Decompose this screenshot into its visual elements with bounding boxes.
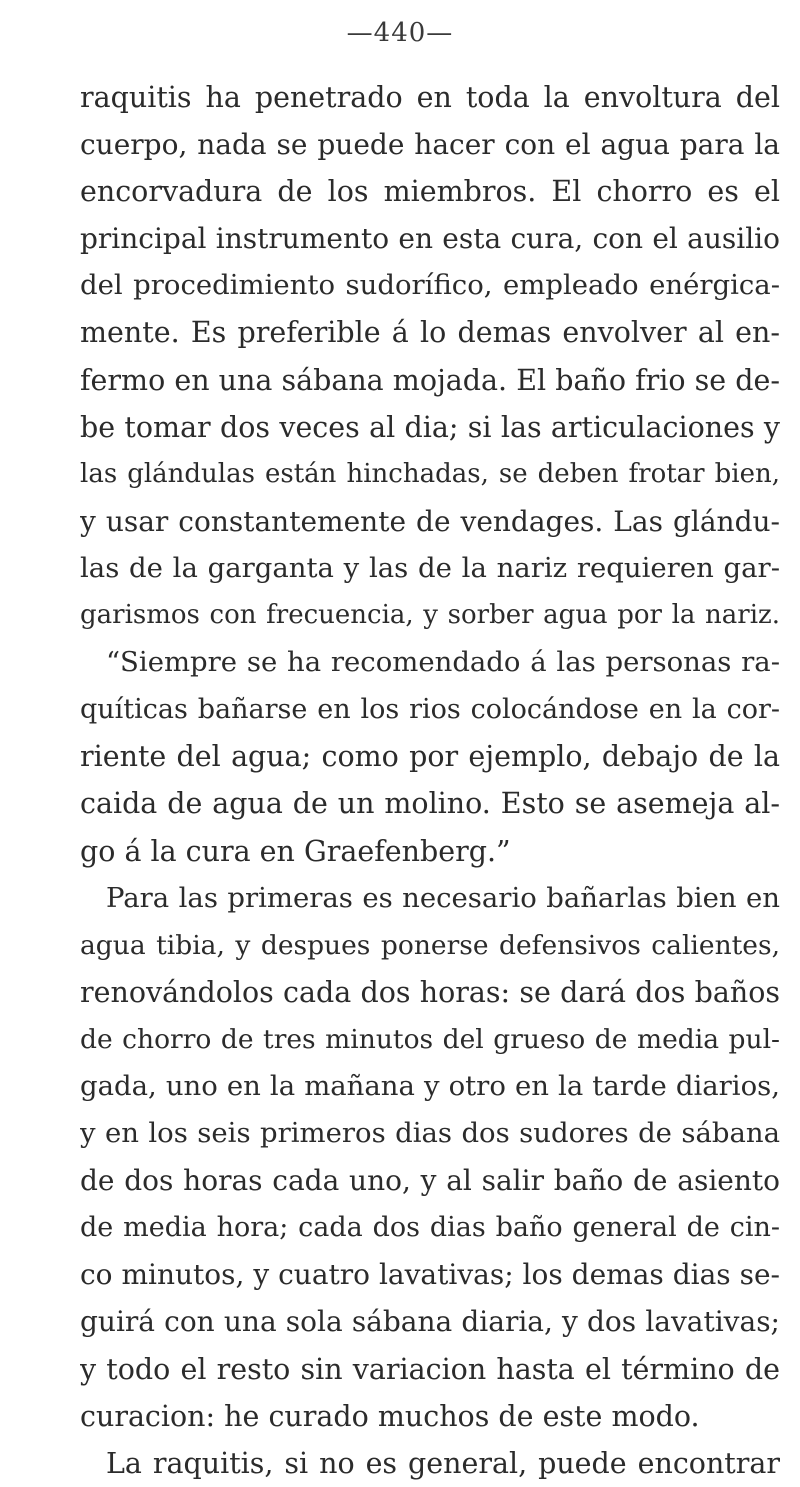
text-line: fermo en una sábana mojada. El baño frio se de- xyxy=(80,363,780,397)
body-text xyxy=(80,74,780,1487)
text-line: go á la cura en Graefenberg.” xyxy=(80,834,511,868)
text-line: de dos horas cada uno, y al salir baño de asiento xyxy=(80,1164,780,1198)
text-line: be tomar dos veces al dia; si las articulaciones y xyxy=(80,410,780,444)
text-line: La raquitis, si no es general, puede encontrar xyxy=(106,1446,780,1480)
text-line: de media hora; cada dos dias baño general de cin- xyxy=(80,1212,780,1244)
text-line: renovándolos cada dos horas: se dará dos baños xyxy=(80,975,780,1009)
text-line: y todo el resto sin variacion hasta el término de xyxy=(80,1352,780,1386)
text-line: cuerpo, nada se puede hacer con el agua para la xyxy=(80,128,780,162)
page-number: —440— xyxy=(346,18,454,48)
text-line: del procedimiento sudorífico, empleado enérgica- xyxy=(80,269,780,302)
text-line: encorvadura de los miembros. El chorro es el xyxy=(80,175,780,209)
text-line: mente. Es preferible á lo demas envolver al en- xyxy=(80,316,780,350)
text-line: “Siempre se ha recomendado á las personas ra- xyxy=(106,646,780,679)
text-line: las de la garganta y las de la nariz requieren gar- xyxy=(80,551,780,584)
text-line: Para las primeras es necesario bañarlas bien en xyxy=(106,881,780,914)
text-line: caida de agua de un molino. Esto se asemeja al- xyxy=(80,787,780,821)
text-line: guirá con una sola sábana diaria, y dos lavativas; xyxy=(80,1305,780,1339)
text-line: principal instrumento en esta cura, con el ausilio xyxy=(80,222,780,256)
text-line: quíticas bañarse en los rios colocándose en la cor- xyxy=(80,694,780,726)
text-line: gada, uno en la mañana y otro en la tarde diarios, xyxy=(80,1069,780,1102)
text-line: de chorro de tres minutos del grueso de media pul- xyxy=(80,1023,780,1055)
text-line: y en los seis primeros dias dos sudores de sábana xyxy=(80,1117,780,1150)
text-line: las glándulas están hinchadas, se deben frotar bien, xyxy=(80,458,780,489)
text-line: riente del agua; como por ejemplo, debajo de la xyxy=(80,740,780,774)
text-line: y usar constantemente de vendages. Las glándu- xyxy=(80,504,780,538)
text-line: garismos con frecuencia, y sorber agua por la nariz. xyxy=(80,600,780,631)
text-line: raquitis ha penetrado en toda la envoltura del xyxy=(80,81,780,114)
text-line: agua tibia, y despues ponerse defensivos calientes, xyxy=(80,929,780,961)
text-line: curacion: he curado muchos de este modo. xyxy=(80,1399,700,1433)
text-line: co minutos, y cuatro lavativas; los demas dias se- xyxy=(80,1258,780,1292)
